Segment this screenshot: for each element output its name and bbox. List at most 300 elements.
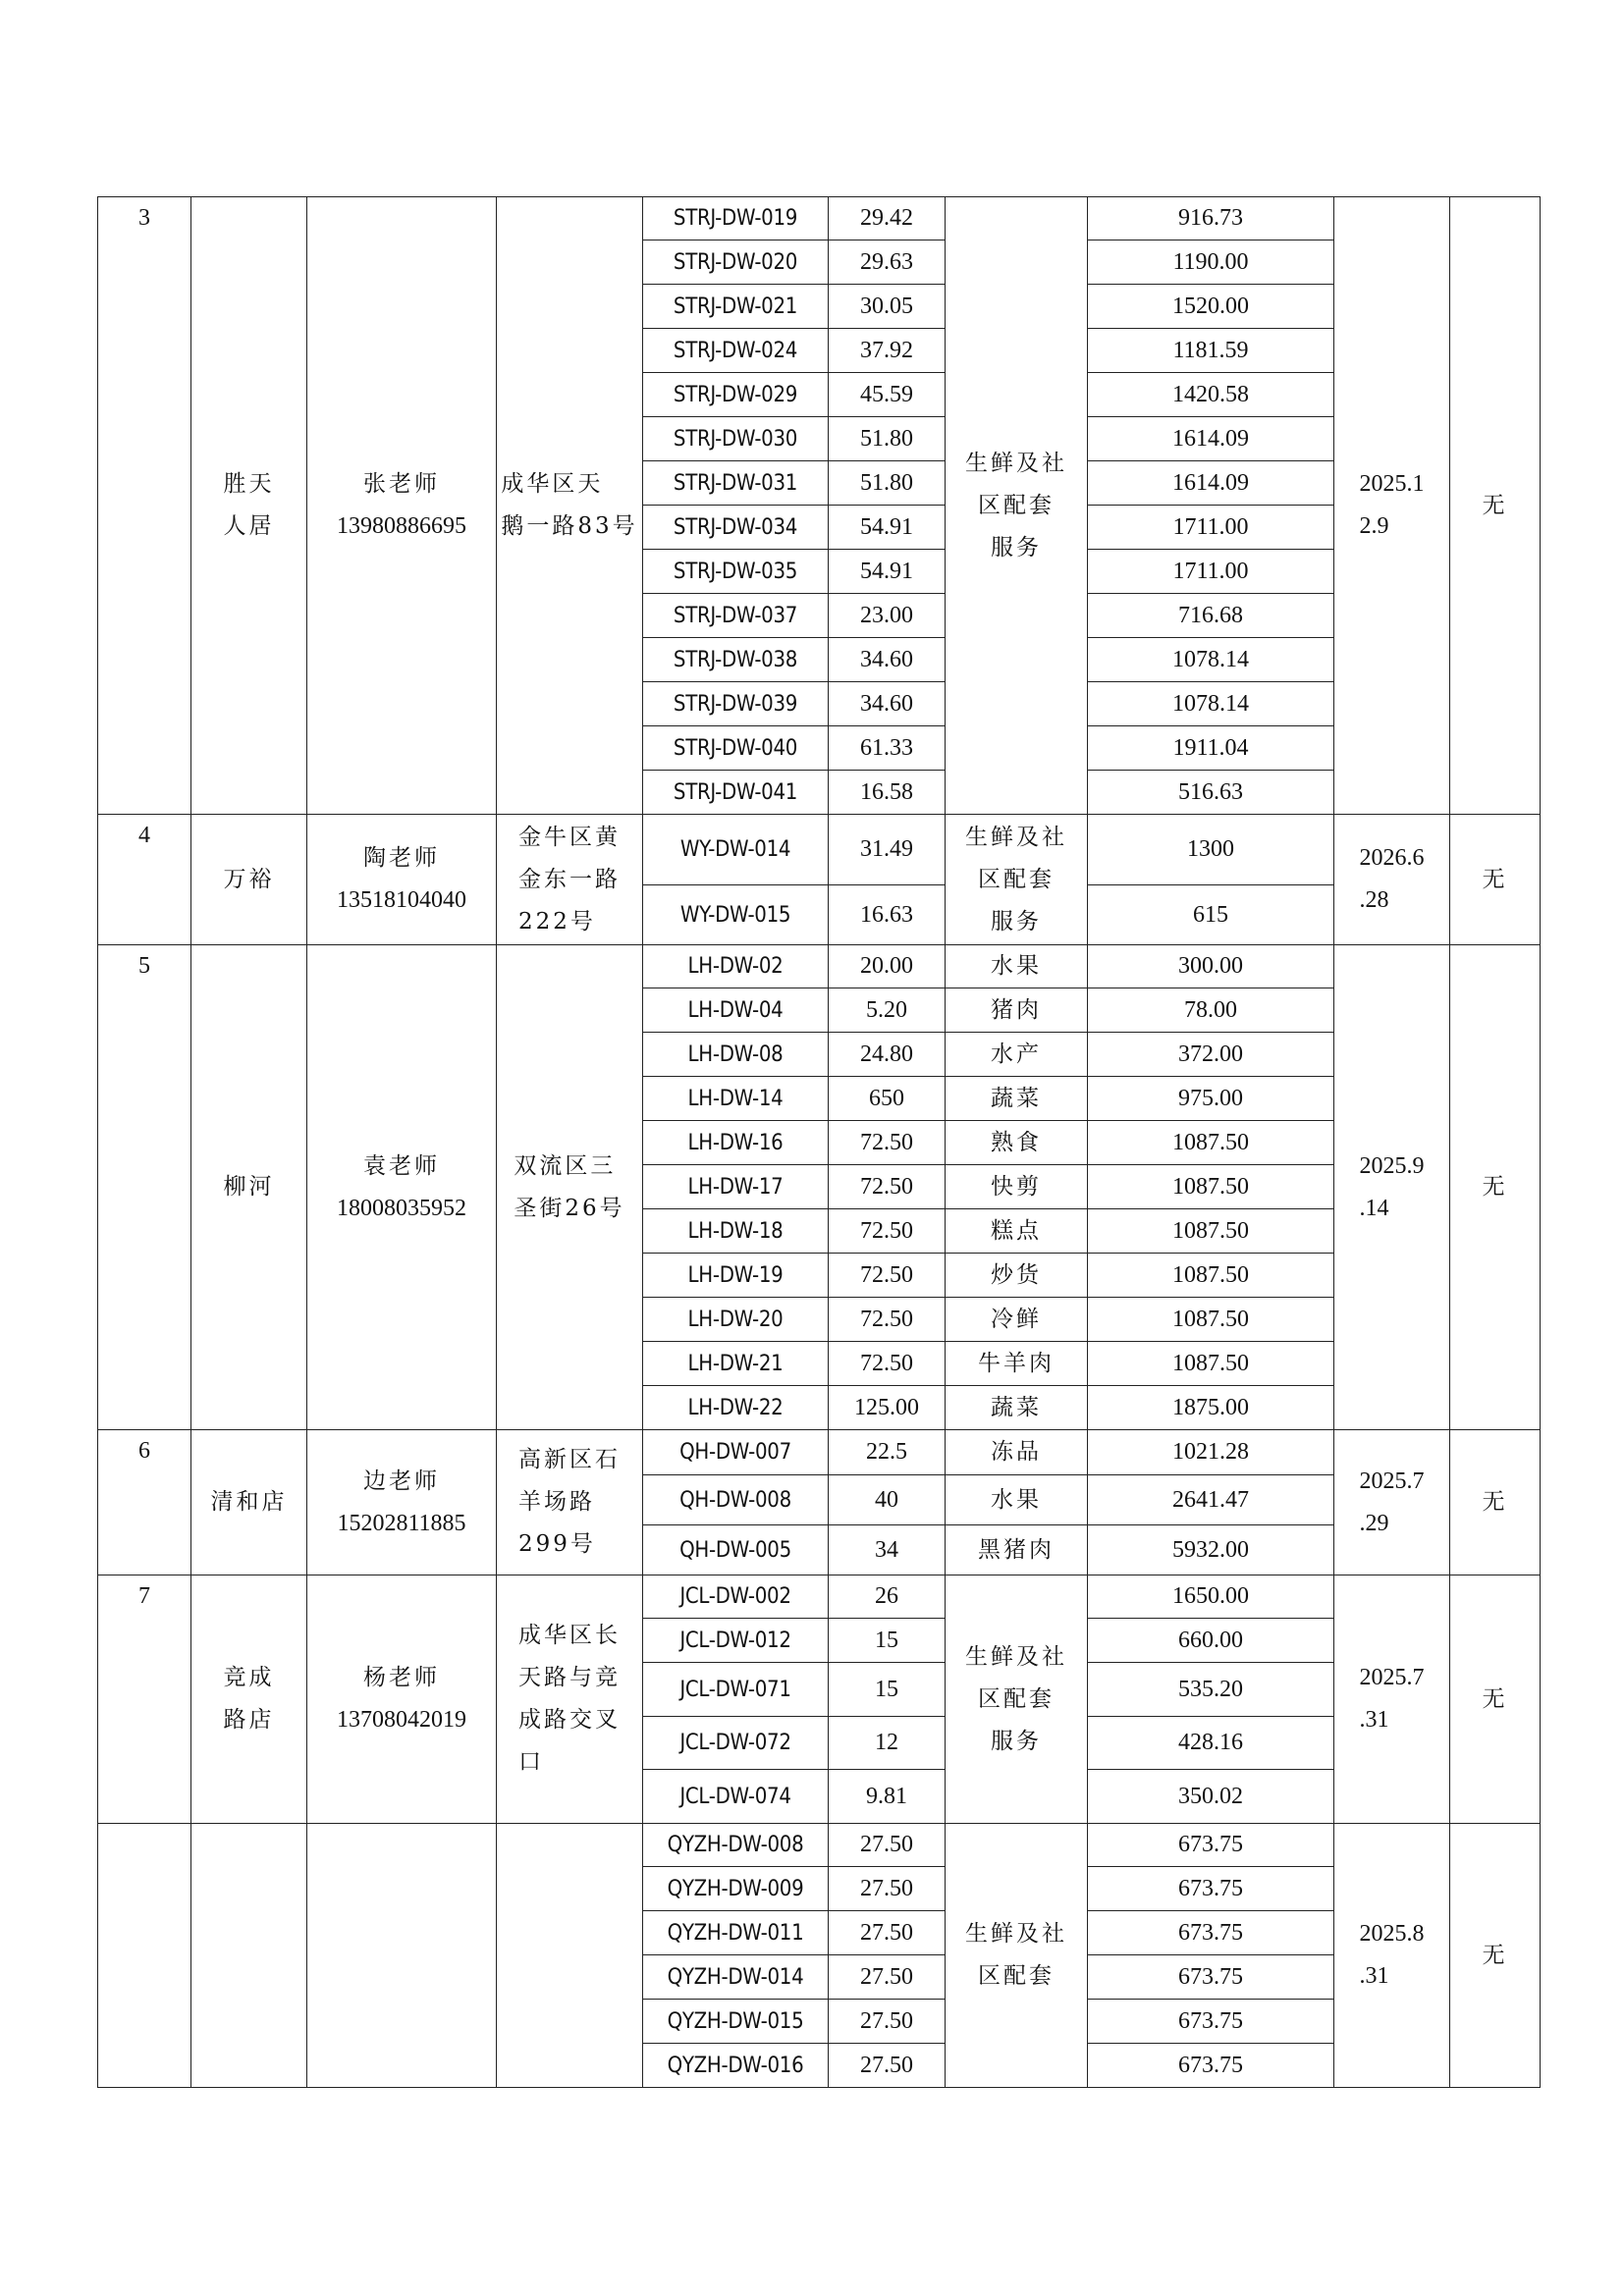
area-cell <box>829 417 946 461</box>
unit-area: 45.59 <box>860 381 913 407</box>
rent-cell <box>1088 1165 1334 1209</box>
unit-code: LH-DW-14 <box>687 1086 784 1111</box>
project-name: 竞成 路店 <box>223 1665 275 1733</box>
rent-cell <box>1088 1619 1334 1663</box>
unit-code-cell <box>643 1717 829 1770</box>
unit-code: STRJ-DW-030 <box>673 426 798 452</box>
rent-cell <box>1088 417 1334 461</box>
area-cell <box>829 1209 946 1254</box>
unit-code-cell <box>643 329 829 373</box>
unit-code: JCL-DW-012 <box>679 1628 791 1653</box>
unit-rent: 1650.00 <box>1172 1583 1249 1609</box>
usage-text: 冷鲜 <box>991 1306 1042 1332</box>
contact-name: 杨老师 <box>363 1665 440 1690</box>
seq-number: 5 <box>138 953 150 979</box>
area-cell <box>829 1911 946 1955</box>
area-cell <box>829 594 946 638</box>
area-cell <box>829 1342 946 1386</box>
rent-cell <box>1088 1911 1334 1955</box>
unit-rent: 1520.00 <box>1172 293 1249 319</box>
usage-cell <box>946 988 1088 1033</box>
unit-rent: 516.63 <box>1178 778 1243 805</box>
unit-rent: 1087.50 <box>1172 1173 1249 1200</box>
unit-rent: 673.75 <box>1178 1832 1243 1857</box>
rent-cell <box>1088 1430 1334 1475</box>
unit-area: 27.50 <box>860 2007 913 2034</box>
unit-rent: 1911.04 <box>1172 734 1249 761</box>
unit-area: 37.92 <box>860 337 913 363</box>
listing-table <box>97 196 1541 2088</box>
rent-cell <box>1088 2000 1334 2044</box>
unit-area: 23.00 <box>860 602 913 628</box>
usage-cell <box>946 1298 1088 1342</box>
area-cell <box>829 885 946 945</box>
unit-rent: 1420.58 <box>1172 381 1249 407</box>
usage-text: 糕点 <box>991 1217 1042 1244</box>
address-text: 成华区天 鹅一路83号 <box>501 471 638 539</box>
unit-rent: 1711.00 <box>1172 513 1249 540</box>
unit-code: QYZH-DW-016 <box>667 2053 804 2078</box>
rent-cell <box>1088 1121 1334 1165</box>
unit-area: 15 <box>875 1676 898 1702</box>
unit-rent: 1614.09 <box>1172 425 1249 452</box>
unit-rent: 1078.14 <box>1172 690 1249 717</box>
remark-text: 无 <box>1482 1174 1508 1200</box>
seq-number: 7 <box>138 1583 150 1609</box>
unit-rent: 1087.50 <box>1172 1261 1249 1288</box>
project-name-cell <box>191 1430 307 1575</box>
unit-code: LH-DW-16 <box>687 1130 784 1155</box>
unit-code: QYZH-DW-014 <box>667 1964 804 1990</box>
area-cell <box>829 1254 946 1298</box>
unit-code: QYZH-DW-008 <box>667 1833 804 1857</box>
unit-code-cell <box>643 1824 829 1867</box>
area-cell <box>829 373 946 417</box>
unit-code-cell <box>643 594 829 638</box>
rent-cell <box>1088 1342 1334 1386</box>
usage-cell <box>946 815 1088 945</box>
unit-code-cell <box>643 2000 829 2044</box>
address-cell <box>497 1575 643 1824</box>
unit-code: LH-DW-21 <box>687 1351 784 1376</box>
unit-code-cell <box>643 1165 829 1209</box>
rent-cell <box>1088 726 1334 771</box>
usage-text: 猪肉 <box>991 996 1042 1023</box>
usage-cell <box>946 1121 1088 1165</box>
unit-code-cell <box>643 1911 829 1955</box>
date-cell <box>1334 1824 1450 2088</box>
unit-code: STRJ-DW-039 <box>673 691 798 717</box>
unit-area: 125.00 <box>854 1394 919 1420</box>
area-cell <box>829 1824 946 1867</box>
usage-text: 蔬菜 <box>991 1085 1042 1111</box>
unit-code-cell <box>643 885 829 945</box>
unit-code-cell <box>643 726 829 771</box>
unit-rent: 428.16 <box>1178 1730 1243 1755</box>
unit-area: 12 <box>875 1730 898 1755</box>
area-cell <box>829 1165 946 1209</box>
seq-cell <box>98 1824 191 2088</box>
unit-rent: 1181.59 <box>1172 337 1249 363</box>
unit-code: JCL-DW-074 <box>679 1784 791 1809</box>
unit-code-cell <box>643 1121 829 1165</box>
area-cell <box>829 726 946 771</box>
table-row <box>98 1824 1541 1867</box>
area-cell <box>829 1430 946 1475</box>
contact-name: 张老师 <box>363 471 440 497</box>
unit-code: JCL-DW-002 <box>679 1584 791 1609</box>
unit-rent: 300.00 <box>1178 953 1243 979</box>
expiry-date: 2025.8 .31 <box>1359 1921 1425 1989</box>
project-name: 万裕 <box>223 866 275 892</box>
usage-text: 熟食 <box>991 1129 1042 1155</box>
unit-code: STRJ-DW-037 <box>673 603 798 628</box>
expiry-date: 2025.1 2.9 <box>1359 471 1425 539</box>
area-cell <box>829 1033 946 1077</box>
rent-cell <box>1088 461 1334 506</box>
unit-code: QYZH-DW-009 <box>667 1876 804 1901</box>
usage-cell <box>946 197 1088 815</box>
table-row <box>98 1430 1541 1475</box>
rent-cell <box>1088 1077 1334 1121</box>
usage-text: 蔬菜 <box>991 1394 1042 1420</box>
address-cell <box>497 945 643 1430</box>
contact-name: 陶老师 <box>363 845 440 871</box>
table-row <box>98 945 1541 988</box>
unit-code-cell <box>643 1525 829 1575</box>
unit-area: 27.50 <box>860 1919 913 1946</box>
contact-cell <box>307 1824 497 2088</box>
area-cell <box>829 240 946 285</box>
unit-rent: 673.75 <box>1178 1919 1243 1946</box>
unit-code-cell <box>643 682 829 726</box>
remark-text: 无 <box>1482 1489 1508 1515</box>
unit-code: LH-DW-19 <box>687 1262 784 1288</box>
address-cell <box>497 1824 643 2088</box>
unit-code: WY-DW-015 <box>679 902 791 928</box>
rent-cell <box>1088 638 1334 682</box>
unit-code-cell <box>643 1770 829 1824</box>
usage-cell <box>946 1824 1088 2088</box>
rent-cell <box>1088 1475 1334 1525</box>
date-cell <box>1334 815 1450 945</box>
remark-text: 无 <box>1482 866 1508 892</box>
unit-rent: 615 <box>1193 901 1228 928</box>
rent-cell <box>1088 945 1334 988</box>
unit-code: LH-DW-17 <box>687 1174 784 1200</box>
unit-code-cell <box>643 417 829 461</box>
contact-phone: 15202811885 <box>337 1510 466 1536</box>
unit-rent: 1875.00 <box>1172 1394 1249 1420</box>
area-cell <box>829 638 946 682</box>
unit-rent: 1087.50 <box>1172 1306 1249 1332</box>
unit-area: 72.50 <box>860 1261 913 1288</box>
unit-code: STRJ-DW-029 <box>673 382 798 407</box>
unit-code-cell <box>643 771 829 815</box>
area-cell <box>829 1475 946 1525</box>
area-cell <box>829 461 946 506</box>
rent-cell <box>1088 988 1334 1033</box>
address-text: 双流区三 圣街26号 <box>514 1152 625 1221</box>
area-cell <box>829 1077 946 1121</box>
rent-cell <box>1088 1663 1334 1717</box>
unit-area: 72.50 <box>860 1173 913 1200</box>
unit-area: 54.91 <box>860 558 913 584</box>
rent-cell <box>1088 1033 1334 1077</box>
area-cell <box>829 1619 946 1663</box>
rent-cell <box>1088 2044 1334 2088</box>
project-name-cell <box>191 1575 307 1824</box>
project-name: 清和店 <box>210 1489 288 1515</box>
unit-code-cell <box>643 1342 829 1386</box>
unit-area: 61.33 <box>860 734 913 761</box>
unit-code-cell <box>643 1298 829 1342</box>
unit-area: 27.50 <box>860 1832 913 1857</box>
rent-cell <box>1088 197 1334 240</box>
unit-code: STRJ-DW-040 <box>673 735 798 761</box>
unit-code: LH-DW-08 <box>687 1041 784 1067</box>
unit-rent: 1087.50 <box>1172 1129 1249 1155</box>
unit-area: 15 <box>875 1627 898 1653</box>
area-cell <box>829 1121 946 1165</box>
project-name: 柳河 <box>223 1174 275 1200</box>
expiry-date: 2025.9 .14 <box>1359 1152 1425 1221</box>
rent-cell <box>1088 1254 1334 1298</box>
unit-code-cell <box>643 1033 829 1077</box>
expiry-date: 2025.7 .29 <box>1359 1468 1425 1536</box>
unit-rent: 716.68 <box>1178 602 1243 628</box>
usage-cell <box>946 1209 1088 1254</box>
unit-rent: 975.00 <box>1178 1085 1243 1111</box>
address-cell <box>497 1430 643 1575</box>
unit-code: STRJ-DW-034 <box>673 514 798 540</box>
rent-cell <box>1088 1824 1334 1867</box>
unit-code: LH-DW-04 <box>687 997 784 1023</box>
contact-cell <box>307 197 497 815</box>
contact-cell <box>307 1430 497 1575</box>
usage-text: 牛羊肉 <box>978 1350 1055 1376</box>
unit-code-cell <box>643 1430 829 1475</box>
rent-cell <box>1088 1298 1334 1342</box>
unit-code-cell <box>643 945 829 988</box>
project-name-cell <box>191 1824 307 2088</box>
unit-area: 51.80 <box>860 425 913 452</box>
date-cell <box>1334 945 1450 1430</box>
date-cell <box>1334 1575 1450 1824</box>
unit-code: QYZH-DW-015 <box>667 2008 804 2034</box>
unit-area: 34 <box>875 1536 898 1563</box>
contact-name: 袁老师 <box>363 1152 440 1179</box>
area-cell <box>829 1717 946 1770</box>
unit-rent: 673.75 <box>1178 1963 1243 1990</box>
usage-text: 水果 <box>991 1486 1042 1513</box>
area-cell <box>829 1525 946 1575</box>
rent-cell <box>1088 771 1334 815</box>
unit-code-cell <box>643 1209 829 1254</box>
area-cell <box>829 682 946 726</box>
unit-rent: 1021.28 <box>1172 1439 1249 1465</box>
area-cell <box>829 506 946 550</box>
address-text: 金牛区黄 金东一路 222号 <box>518 824 621 934</box>
rent-cell <box>1088 1770 1334 1824</box>
unit-area: 34.60 <box>860 690 913 717</box>
address-cell <box>497 815 643 945</box>
usage-cell <box>946 1077 1088 1121</box>
remark-cell <box>1450 1430 1541 1575</box>
unit-code: STRJ-DW-031 <box>673 470 798 496</box>
usage-text: 生鲜及社 区配套 服务 <box>965 450 1067 561</box>
area-cell <box>829 815 946 885</box>
unit-area: 40 <box>875 1486 898 1513</box>
unit-code-cell <box>643 1663 829 1717</box>
unit-code-cell <box>643 815 829 885</box>
project-name: 胜天 人居 <box>223 471 275 539</box>
unit-area: 72.50 <box>860 1350 913 1376</box>
address-cell <box>497 197 643 815</box>
usage-text: 生鲜及社 区配套 <box>965 1921 1067 1989</box>
unit-area: 9.81 <box>866 1783 907 1809</box>
contact-phone: 13708042019 <box>337 1707 466 1733</box>
unit-code-cell <box>643 1386 829 1430</box>
usage-cell <box>946 1033 1088 1077</box>
unit-code-cell <box>643 1867 829 1911</box>
unit-code-cell <box>643 240 829 285</box>
area-cell <box>829 771 946 815</box>
expiry-date: 2026.6 .28 <box>1359 845 1425 913</box>
unit-code-cell <box>643 550 829 594</box>
unit-code-cell <box>643 1955 829 2000</box>
unit-area: 72.50 <box>860 1306 913 1332</box>
unit-code-cell <box>643 285 829 329</box>
unit-code: STRJ-DW-024 <box>673 338 798 363</box>
usage-text: 生鲜及社 区配套 服务 <box>965 1643 1067 1754</box>
unit-rent: 78.00 <box>1184 996 1237 1023</box>
contact-cell <box>307 1575 497 1824</box>
unit-code: QH-DW-007 <box>679 1440 791 1465</box>
unit-area: 30.05 <box>860 293 913 319</box>
unit-rent: 916.73 <box>1178 205 1243 231</box>
unit-area: 5.20 <box>866 996 907 1023</box>
unit-rent: 372.00 <box>1178 1041 1243 1067</box>
rent-cell <box>1088 1717 1334 1770</box>
unit-area: 29.42 <box>860 205 913 231</box>
date-cell <box>1334 1430 1450 1575</box>
area-cell <box>829 285 946 329</box>
rent-cell <box>1088 1525 1334 1575</box>
unit-code: LH-DW-22 <box>687 1395 784 1420</box>
usage-cell <box>946 1386 1088 1430</box>
usage-text: 水果 <box>991 953 1042 979</box>
unit-code: STRJ-DW-020 <box>673 249 798 275</box>
unit-code: STRJ-DW-038 <box>673 647 798 672</box>
unit-area: 27.50 <box>860 2052 913 2078</box>
contact-phone: 13518104040 <box>337 887 466 913</box>
rent-cell <box>1088 682 1334 726</box>
table-row <box>98 1575 1541 1619</box>
unit-code-cell <box>643 988 829 1033</box>
project-name-cell <box>191 945 307 1430</box>
unit-code-cell <box>643 1254 829 1298</box>
area-cell <box>829 1575 946 1619</box>
seq-cell <box>98 1430 191 1575</box>
unit-code-cell <box>643 1575 829 1619</box>
listing-table-body <box>98 197 1541 2088</box>
unit-rent: 660.00 <box>1178 1627 1243 1653</box>
expiry-date: 2025.7 .31 <box>1359 1665 1425 1733</box>
usage-text: 冻品 <box>991 1439 1042 1465</box>
seq-cell <box>98 815 191 945</box>
seq-number: 6 <box>138 1438 150 1464</box>
unit-area: 72.50 <box>860 1129 913 1155</box>
unit-code: LH-DW-20 <box>687 1307 784 1332</box>
unit-code-cell <box>643 1475 829 1525</box>
unit-code-cell <box>643 373 829 417</box>
rent-cell <box>1088 285 1334 329</box>
area-cell <box>829 550 946 594</box>
usage-cell <box>946 1430 1088 1475</box>
area-cell <box>829 2000 946 2044</box>
rent-cell <box>1088 1575 1334 1619</box>
rent-cell <box>1088 1386 1334 1430</box>
rent-cell <box>1088 240 1334 285</box>
seq-number: 3 <box>138 205 150 231</box>
table-row <box>98 815 1541 885</box>
unit-area: 54.91 <box>860 513 913 540</box>
unit-code: LH-DW-18 <box>687 1218 784 1244</box>
unit-code: LH-DW-02 <box>687 954 784 979</box>
area-cell <box>829 329 946 373</box>
area-cell <box>829 1386 946 1430</box>
unit-code-cell <box>643 506 829 550</box>
unit-code-cell <box>643 197 829 240</box>
project-name-cell <box>191 815 307 945</box>
unit-code: STRJ-DW-035 <box>673 559 798 584</box>
unit-rent: 673.75 <box>1178 2007 1243 2034</box>
usage-text: 炒货 <box>991 1261 1042 1288</box>
area-cell <box>829 1663 946 1717</box>
unit-rent: 673.75 <box>1178 2052 1243 2078</box>
unit-code-cell <box>643 1077 829 1121</box>
contact-cell <box>307 945 497 1430</box>
unit-rent: 2641.47 <box>1172 1486 1249 1513</box>
unit-area: 27.50 <box>860 1963 913 1990</box>
remark-text: 无 <box>1482 1942 1508 1968</box>
usage-text: 快剪 <box>991 1173 1042 1200</box>
usage-cell <box>946 1165 1088 1209</box>
rent-cell <box>1088 815 1334 885</box>
unit-area: 22.5 <box>866 1439 907 1465</box>
area-cell <box>829 197 946 240</box>
table-row <box>98 197 1541 240</box>
remark-cell <box>1450 1575 1541 1824</box>
rent-cell <box>1088 885 1334 945</box>
address-text: 成华区长 天路与竞 成路交叉 口 <box>518 1623 621 1775</box>
contact-name: 边老师 <box>363 1468 440 1494</box>
area-cell <box>829 1955 946 2000</box>
unit-rent: 1614.09 <box>1172 469 1249 496</box>
unit-rent: 1300 <box>1187 836 1234 862</box>
seq-number: 4 <box>138 823 150 848</box>
seq-cell <box>98 197 191 815</box>
unit-area: 27.50 <box>860 1875 913 1901</box>
unit-rent: 1190.00 <box>1172 248 1249 275</box>
rent-cell <box>1088 550 1334 594</box>
unit-code: STRJ-DW-021 <box>673 294 798 319</box>
usage-text: 黑猪肉 <box>978 1536 1055 1563</box>
contact-phone: 13980886695 <box>337 513 466 539</box>
unit-code: QH-DW-008 <box>679 1487 791 1513</box>
unit-rent: 1087.50 <box>1172 1350 1249 1376</box>
